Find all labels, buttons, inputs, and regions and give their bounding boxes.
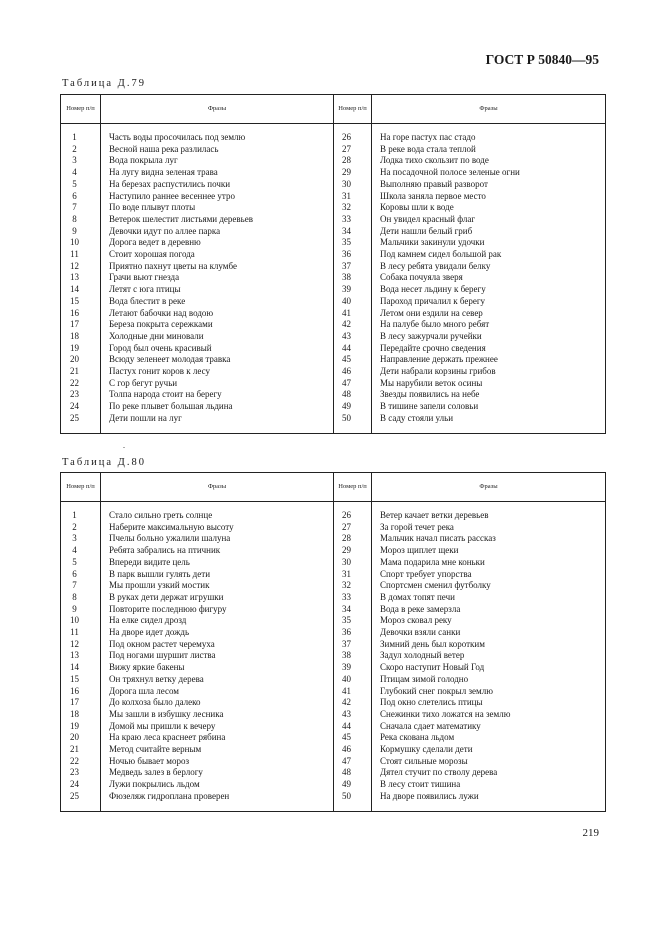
table-row [61,592,606,604]
row-number-cell: 46 [334,744,372,756]
table-row [61,284,606,296]
phrase-cell: Передайте срочно сведения [372,343,606,355]
row-number-cell: 14 [61,662,101,674]
row-number-cell: 25 [61,413,101,425]
phrase-cell: В лесу ребята увидали белку [372,261,606,273]
phrase-cell: На елке сидел дрозд [101,615,334,627]
phrase-cell: Скоро наступит Новый Год [372,662,606,674]
row-number-cell: 24 [61,779,101,791]
table-row [61,155,606,167]
row-number-cell: 50 [334,413,372,425]
table-caption-d79: Таблица Д.79 [62,78,146,89]
column-header-number: Номер п/п [61,473,101,502]
row-number-cell: 33 [334,592,372,604]
table-row [61,615,606,627]
phrase-cell: Ребята забрались на птичник [101,545,334,557]
row-number-cell: 30 [334,179,372,191]
row-number-cell: 38 [334,272,372,284]
row-number-cell: 36 [334,249,372,261]
table-row [61,354,606,366]
table-row [61,249,606,261]
row-number-cell: 40 [334,674,372,686]
phrase-cell: Домой мы пришли к вечеру [101,721,334,733]
phrase-cell: В лесу стоит тишина [372,779,606,791]
table-row [61,709,606,721]
phrase-cell: В лесу зажурчали ручейки [372,331,606,343]
phrase-cell: Наступило раннее весеннее утро [101,191,334,203]
row-number-cell: 22 [61,756,101,768]
row-number-cell: 12 [61,261,101,273]
phrase-cell: Летом они ездили на север [372,308,606,320]
row-number-cell: 10 [61,615,101,627]
phrase-cell: В парк вышли гулять дети [101,569,334,581]
phrase-cell: Под камнем сидел большой рак [372,249,606,261]
row-number-cell: 9 [61,604,101,616]
table-row [61,697,606,709]
row-number-cell: 36 [334,627,372,639]
table-caption-d80: Таблица Д.80 [62,457,146,468]
table-row [61,756,606,768]
row-number-cell: 42 [334,697,372,709]
phrase-cell: По воде плывут плоты [101,202,334,214]
table-row [61,202,606,214]
row-number-cell: 39 [334,662,372,674]
table-row [61,674,606,686]
phrase-cell: Лужи покрылись льдом [101,779,334,791]
phrase-cell: Пароход причалил к берегу [372,296,606,308]
row-number-cell: 37 [334,639,372,651]
column-header-phrases: Фразы [372,95,606,124]
row-number-cell: 37 [334,261,372,273]
row-number-cell: 34 [334,604,372,616]
column-header-phrases: Фразы [101,95,334,124]
row-number-cell: 18 [61,331,101,343]
phrase-cell: Мама подарила мне коньки [372,557,606,569]
phrase-cell: Дети набрали корзины грибов [372,366,606,378]
row-number-cell: 4 [61,545,101,557]
phrase-cell: На посадочной полосе зеленые огни [372,167,606,179]
phrase-cell: Сначала сдает математику [372,721,606,733]
phrase-cell: В тишине запели соловьи [372,401,606,413]
row-number-cell: 13 [61,272,101,284]
row-number-cell: 45 [334,732,372,744]
row-number-cell: 14 [61,284,101,296]
row-number-cell: 45 [334,354,372,366]
row-number-cell: 8 [61,214,101,226]
row-number-cell: 40 [334,296,372,308]
phrase-cell: Летят с юга птицы [101,284,334,296]
row-number-cell: 17 [61,697,101,709]
row-number-cell: 8 [61,592,101,604]
phrase-cell: Коровы шли к воде [372,202,606,214]
table-row [61,413,606,425]
row-number-cell: 11 [61,249,101,261]
row-number-cell: 41 [334,686,372,698]
phrase-cell: На горе пастух пас стадо [372,132,606,144]
row-number-cell: 10 [61,237,101,249]
row-number-cell: 38 [334,650,372,662]
phrase-cell: Спорт требует упорства [372,569,606,581]
phrase-cell: Направление держать прежнее [372,354,606,366]
table-row [61,319,606,331]
row-number-cell: 13 [61,650,101,662]
row-number-cell: 31 [334,191,372,203]
phrase-cell: Он тряхнул ветку дерева [101,674,334,686]
table-row [61,272,606,284]
phrase-cell: На краю леса краснеет рябина [101,732,334,744]
table-row [61,296,606,308]
phrase-cell: Впереди видите цель [101,557,334,569]
phrase-cell: Выполняю правый разворот [372,179,606,191]
row-number-cell: 49 [334,779,372,791]
phrase-cell: Задул холодный ветер [372,650,606,662]
phrase-cell: За горой течет река [372,522,606,534]
phrase-cell: Вода несет льдину к берегу [372,284,606,296]
row-number-cell: 19 [61,343,101,355]
table-row [61,226,606,238]
phrase-cell: В саду стояли ульи [372,413,606,425]
row-number-cell: 7 [61,202,101,214]
phrase-cell: Стоит хорошая погода [101,249,334,261]
phrase-cell: Зимний день был коротким [372,639,606,651]
phrase-cell: Собака почуяла зверя [372,272,606,284]
phrase-cell: Метод считайте верным [101,744,334,756]
row-number-cell: 15 [61,674,101,686]
row-number-cell: 21 [61,366,101,378]
page-number: 219 [582,827,599,839]
table-row [61,179,606,191]
phrase-cell: Весной наша река разлилась [101,144,334,156]
phrase-cell: На дворе идет дождь [101,627,334,639]
table-row [61,533,606,545]
row-number-cell: 23 [61,389,101,401]
phrase-cell: Девочки идут по аллее парка [101,226,334,238]
table-row [61,366,606,378]
row-number-cell: 6 [61,569,101,581]
row-number-cell: 9 [61,226,101,238]
table-row [61,237,606,249]
table-row [61,569,606,581]
row-number-cell: 6 [61,191,101,203]
phrase-cell: Пчелы больно ужалили шалуна [101,533,334,545]
row-number-cell: 21 [61,744,101,756]
table-row [61,510,606,522]
phrase-cell: Под окно слетелись птицы [372,697,606,709]
row-number-cell: 49 [334,401,372,413]
row-number-cell: 23 [61,767,101,779]
table-row [61,331,606,343]
row-number-cell: 28 [334,533,372,545]
table-row [61,214,606,226]
table-row [61,580,606,592]
row-number-cell: 25 [61,791,101,803]
phrase-cell: Вижу яркие бакены [101,662,334,674]
table-row [61,557,606,569]
row-number-cell: 34 [334,226,372,238]
phrase-cell: Наберите максимальную высоту [101,522,334,534]
phrase-cell: Девочки взяли санки [372,627,606,639]
document-code: ГОСТ Р 50840—95 [485,52,599,67]
row-number-cell: 12 [61,639,101,651]
row-number-cell: 44 [334,721,372,733]
row-number-cell: 4 [61,167,101,179]
phrases-table-d80 [60,472,606,812]
column-header-phrases: Фразы [372,473,606,502]
phrase-cell: В реке вода стала теплой [372,144,606,156]
table-row [61,662,606,674]
stray-dot: . [123,441,125,450]
row-number-cell: 15 [61,296,101,308]
row-number-cell: 32 [334,202,372,214]
phrase-cell: Под ногами шуршит листва [101,650,334,662]
phrase-cell: Медведь залез в берлогу [101,767,334,779]
row-number-cell: 16 [61,686,101,698]
row-number-cell: 27 [334,144,372,156]
phrase-cell: Вода покрыла луг [101,155,334,167]
row-number-cell: 39 [334,284,372,296]
row-number-cell: 33 [334,214,372,226]
phrase-cell: Грачи вьют гнезда [101,272,334,284]
phrase-cell: В руках дети держат игрушки [101,592,334,604]
row-number-cell: 35 [334,237,372,249]
table-row [61,732,606,744]
table-row [61,686,606,698]
phrase-cell: Птицам зимой голодно [372,674,606,686]
phrase-cell: Часть воды просочилась под землю [101,132,334,144]
row-number-cell: 47 [334,756,372,768]
row-number-cell: 41 [334,308,372,320]
phrase-cell: Дорога ведет в деревню [101,237,334,249]
phrase-cell: Приятно пахнут цветы на клумбе [101,261,334,273]
table-row [61,767,606,779]
phrase-cell: По реке плывет большая льдина [101,401,334,413]
phrase-cell: В домах топят печи [372,592,606,604]
table-row [61,639,606,651]
row-number-cell: 7 [61,580,101,592]
phrase-cell: Толпа народа стоит на берегу [101,389,334,401]
row-number-cell: 48 [334,767,372,779]
table-row [61,650,606,662]
row-number-cell: 43 [334,331,372,343]
phrase-cell: Мы зашли в избушку лесника [101,709,334,721]
row-number-cell: 20 [61,354,101,366]
table-row [61,627,606,639]
table-row [61,401,606,413]
row-number-cell: 3 [61,533,101,545]
table-row [61,522,606,534]
phrase-cell: Дети пошли на луг [101,413,334,425]
phrase-cell: Глубокий снег покрыл землю [372,686,606,698]
row-number-cell: 26 [334,510,372,522]
phrase-cell: Ночью бывает мороз [101,756,334,768]
row-number-cell: 17 [61,319,101,331]
row-number-cell: 2 [61,522,101,534]
row-number-cell: 3 [61,155,101,167]
row-number-cell: 18 [61,709,101,721]
phrase-cell: На лугу видна зеленая трава [101,167,334,179]
table-row [61,389,606,401]
phrase-cell: Стало сильно греть солнце [101,510,334,522]
row-number-cell: 30 [334,557,372,569]
table-row [61,132,606,144]
row-number-cell: 24 [61,401,101,413]
phrase-cell: Вода в реке замерзла [372,604,606,616]
phrase-cell: Мальчики закинули удочки [372,237,606,249]
row-number-cell: 42 [334,319,372,331]
table-row [61,191,606,203]
row-number-cell: 1 [61,132,101,144]
phrase-cell: Мороз щиплет щеки [372,545,606,557]
row-number-cell: 11 [61,627,101,639]
table-row [61,308,606,320]
row-number-cell: 50 [334,791,372,803]
phrase-cell: Мороз сковал реку [372,615,606,627]
phrase-cell: Мы нарубили веток осины [372,378,606,390]
row-number-cell: 48 [334,389,372,401]
column-header-number: Номер п/п [334,95,372,124]
row-number-cell: 16 [61,308,101,320]
column-header-phrases: Фразы [101,473,334,502]
row-number-cell: 43 [334,709,372,721]
row-number-cell: 35 [334,615,372,627]
phrase-cell: Кормушку сделали дети [372,744,606,756]
phrases-table-d79 [60,94,606,434]
phrase-cell: Ветер качает ветки деревьев [372,510,606,522]
phrase-cell: На березах распустились почки [101,179,334,191]
row-number-cell: 5 [61,557,101,569]
phrase-cell: Фюзеляж гидроплана проверен [101,791,334,803]
row-number-cell: 46 [334,366,372,378]
phrase-cell: Летают бабочки над водою [101,308,334,320]
phrase-cell: Звезды появились на небе [372,389,606,401]
row-number-cell: 44 [334,343,372,355]
phrase-cell: С гор бегут ручьи [101,378,334,390]
phrase-cell: Ветерок шелестит листьями деревьев [101,214,334,226]
phrase-cell: Снежинки тихо ложатся на землю [372,709,606,721]
row-number-cell: 29 [334,545,372,557]
phrase-cell: Река скована льдом [372,732,606,744]
row-number-cell: 26 [334,132,372,144]
row-number-cell: 28 [334,155,372,167]
phrase-cell: Мы прошли узкий мостик [101,580,334,592]
table-row [61,343,606,355]
phrase-cell: Всюду зеленеет молодая травка [101,354,334,366]
table-row [61,604,606,616]
phrase-cell: На дворе появились лужи [372,791,606,803]
row-number-cell: 1 [61,510,101,522]
table-row [61,167,606,179]
phrase-cell: Береза покрыта сережками [101,319,334,331]
phrase-cell: Под окном растет черемуха [101,639,334,651]
row-number-cell: 20 [61,732,101,744]
phrase-cell: Дятел стучит по стволу дерева [372,767,606,779]
column-header-number: Номер п/п [61,95,101,124]
table-row [61,378,606,390]
phrase-cell: Дорога шла лесом [101,686,334,698]
row-number-cell: 31 [334,569,372,581]
phrase-cell: Холодные дни миновали [101,331,334,343]
table-row [61,779,606,791]
phrase-cell: Повторите последнюю фигуру [101,604,334,616]
phrase-cell: Дети нашли белый гриб [372,226,606,238]
phrase-cell: Пастух гонит коров к лесу [101,366,334,378]
phrase-cell: Школа заняла первое место [372,191,606,203]
column-header-number: Номер п/п [334,473,372,502]
row-number-cell: 22 [61,378,101,390]
phrase-cell: Мальчик начал писать рассказ [372,533,606,545]
table-row [61,721,606,733]
row-number-cell: 27 [334,522,372,534]
phrase-cell: Вода блестит в реке [101,296,334,308]
table-row [61,545,606,557]
row-number-cell: 29 [334,167,372,179]
phrase-cell: До колхоза было далеко [101,697,334,709]
table-row [61,744,606,756]
phrase-cell: На палубе было много ребят [372,319,606,331]
phrase-cell: Стоят сильные морозы [372,756,606,768]
row-number-cell: 32 [334,580,372,592]
row-number-cell: 47 [334,378,372,390]
phrase-cell: Лодка тихо скользит по воде [372,155,606,167]
phrase-cell: Город был очень красивый [101,343,334,355]
row-number-cell: 19 [61,721,101,733]
table-row [61,261,606,273]
phrase-cell: Он увидел красный флаг [372,214,606,226]
table-row [61,791,606,803]
table-row [61,144,606,156]
row-number-cell: 5 [61,179,101,191]
row-number-cell: 2 [61,144,101,156]
phrase-cell: Спортсмен сменил футболку [372,580,606,592]
